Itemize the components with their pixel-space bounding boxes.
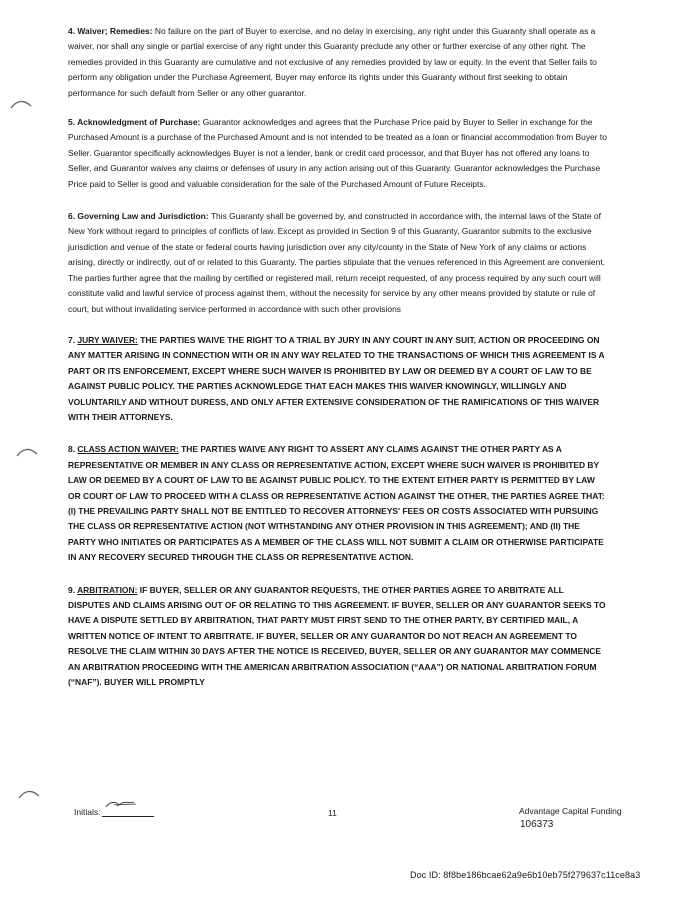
initials-label: Initials:: [74, 807, 101, 817]
section-text: Guarantor acknowledges and agrees that the Purchase Price paid by Buyer to Seller in exchange for the Purchased Amount is a purchase of the Purchased Amount and is not intended to be treated as a loan or financial accommodation from Buyer to Seller. Guarantor specifically acknowledges Buyer is not a lender, bank or credit card processor, and that Buyer has not offered any loans to Seller, and Guarantor waives any claims or defenses of usury in any action arising out of this Guaranty. Guarantor acknowledges the Purchase Price paid to Seller is good and valuable consideration for the sale of the Purchased Amount of Future Receipts.: [68, 117, 607, 189]
section-class-action-waiver: [68, 442, 608, 565]
section-heading: JURY WAIVER:: [77, 334, 138, 345]
section-heading: 5. Acknowledgment of Purchase:: [68, 117, 201, 128]
section-waiver-remedies: [68, 24, 608, 101]
punch-hole-mark-icon: [10, 98, 32, 110]
section-number: 8.: [68, 444, 78, 455]
company-name: Advantage Capital Funding: [519, 806, 622, 816]
section-text: No failure on the part of Buyer to exercise, and no delay in exercising, any right under this Guaranty shall operate as a waiver, nor shall any single or partial exercise of any right under this Guaranty preclude any other or further exercise of any other right. The remedies provided in this Guaranty are cumulative and not exclusive of any remedies provided by law or equity. In the event that Seller fails to perform any obligation under the Purchase Agreement, Buyer may enforce its rights under this Guaranty without first seeking to obtain performance for such default from Seller or any other guarantor.: [68, 26, 597, 98]
doc-id: Doc ID: 8f8be186bcae62a9e6b10eb75f279637c11ce8a3: [410, 870, 641, 880]
section-heading: 6. Governing Law and Jurisdiction:: [68, 211, 209, 222]
section-text: THE PARTIES WAIVE THE RIGHT TO A TRIAL BY JURY IN ANY COURT IN ANY SUIT, ACTION OR PROCEEDING ON ANY MATTER ARISING IN CONNECTION WITH OR IN ANY WAY RELATED TO THE TRANSACTIONS OF WHICH THIS AGREEMENT IS A PART OR ITS ENFORCEMENT, EXCEPT WHERE SUCH WAIVER IS PROHIBITED BY LAW OR DEEMED BY A COURT OF LAW TO BE AGAINST PUBLIC POLICY. THE PARTIES ACKNOWLEDGE THAT EACH MAKES THIS WAIVER KNOWINGLY, WILLINGLY AND VOLUNTARILY AND WITHOUT DURESS, AND ONLY AFTER EXTENSIVE CONSIDERATION OF THE RAMIFICATIONS OF THIS WAIVER WITH THEIR ATTORNEYS.: [68, 334, 605, 422]
section-governing-law: [68, 209, 608, 317]
section-heading: ARBITRATION:: [77, 584, 138, 595]
page-number: 11: [328, 808, 337, 818]
section-number: 7.: [68, 334, 78, 345]
section-acknowledgment-of-purchase: [68, 115, 608, 192]
section-arbitration: [68, 583, 608, 691]
company-number: 106373: [520, 819, 554, 830]
section-heading: 4. Waiver; Remedies:: [68, 26, 153, 36]
document-body: [68, 24, 608, 705]
section-heading: CLASS ACTION WAIVER:: [77, 444, 179, 455]
initials-field: [74, 806, 154, 817]
section-jury-waiver: [68, 333, 608, 425]
initials-line: [102, 806, 154, 817]
section-number: 9.: [68, 584, 78, 595]
punch-hole-mark-icon: [16, 446, 38, 458]
section-text: IF BUYER, SELLER OR ANY GUARANTOR REQUESTS, THE OTHER PARTIES AGREE TO ARBITRATE ALL DISPUTES AND CLAIMS ARISING OUT OF OR RELATING TO THIS AGREEMENT. IF BUYER, SELLER OR ANY GUARANTOR SEEKS TO HAVE A DISPUTE SETTLED BY ARBITRATION, THAT PARTY MUST FIRST SEND TO THE OTHER PARTY, BY CERTIFIED MAIL, A WRITTEN NOTICE OF INTENT TO ARBITRATE. IF BUYER, SELLER OR ANY GUARANTOR DO NOT REACH AN AGREEMENT TO RESOLVE THE CLAIM WITHIN 30 DAYS AFTER THE NOTICE IS RECEIVED, BUYER, SELLER OR ANY GUARANTOR MAY COMMENCE AN ARBITRATION PROCEEDING WITH THE AMERICAN ARBITRATION ASSOCIATION (“AAA”) OR NATIONAL ARBITRATION FORUM (“NAF”). BUYER WILL PROMPTLY: [68, 584, 606, 688]
section-text: This Guaranty shall be governed by, and constructed in accordance with, the internal laws of the State of New York without regard to principles of conflicts of law. Except as provided in Section 9 of this Guaranty, Guarantor submits to the exclusive jurisdiction and venue of the state or federal courts having jurisdiction over any city/county in the State of New York of any claims or actions arising, directly or indirectly, out of or related to this Guaranty. The parties stipulate that the venues referenced in this Agreement are convenient. The parties further agree that the mailing by certified or registered mail, return receipt requested, of any process required by any such court will constitute valid and lawful service of process against them, without the necessity for service by any other means provided by statute or rule of court, but without invalidating service performed in accordance with such other provisions: [68, 211, 606, 314]
section-text: THE PARTIES WAIVE ANY RIGHT TO ASSERT ANY CLAIMS AGAINST THE OTHER PARTY AS A REPRESENTATIVE OR MEMBER IN ANY CLASS OR REPRESENTATIVE ACTION, EXCEPT WHERE SUCH WAIVER IS PROHIBITED BY LAW OR DEEMED BY A COURT OF LAW TO BE AGAINST PUBLIC POLICY. TO THE EXTENT EITHER PARTY IS PERMITTED BY LAW OR COURT OF LAW TO PROCEED WITH A CLASS OR REPRESENTATIVE ACTION AGAINST THE OTHER, THE PARTIES AGREE THAT: (I) THE PREVAILING PARTY SHALL NOT BE ENTITLED TO RECOVER ATTORNEYS' FEES OR COSTS ASSOCIATED WITH PURSUING THE CLASS OR REPRESENTATIVE ACTION (NOT WITHSTANDING ANY OTHER PROVISION IN THIS AGREEMENT); AND (II) THE PARTY WHO INITIATES OR PARTICIPATES AS A MEMBER OF THE CLASS WILL NOT SUBMIT A CLAIM OR OTHERWISE PARTICIPATE IN ANY RECOVERY SECURED THROUGH THE CLASS OR REPRESENTATIVE ACTION.: [68, 444, 605, 563]
company-block: [519, 804, 622, 832]
